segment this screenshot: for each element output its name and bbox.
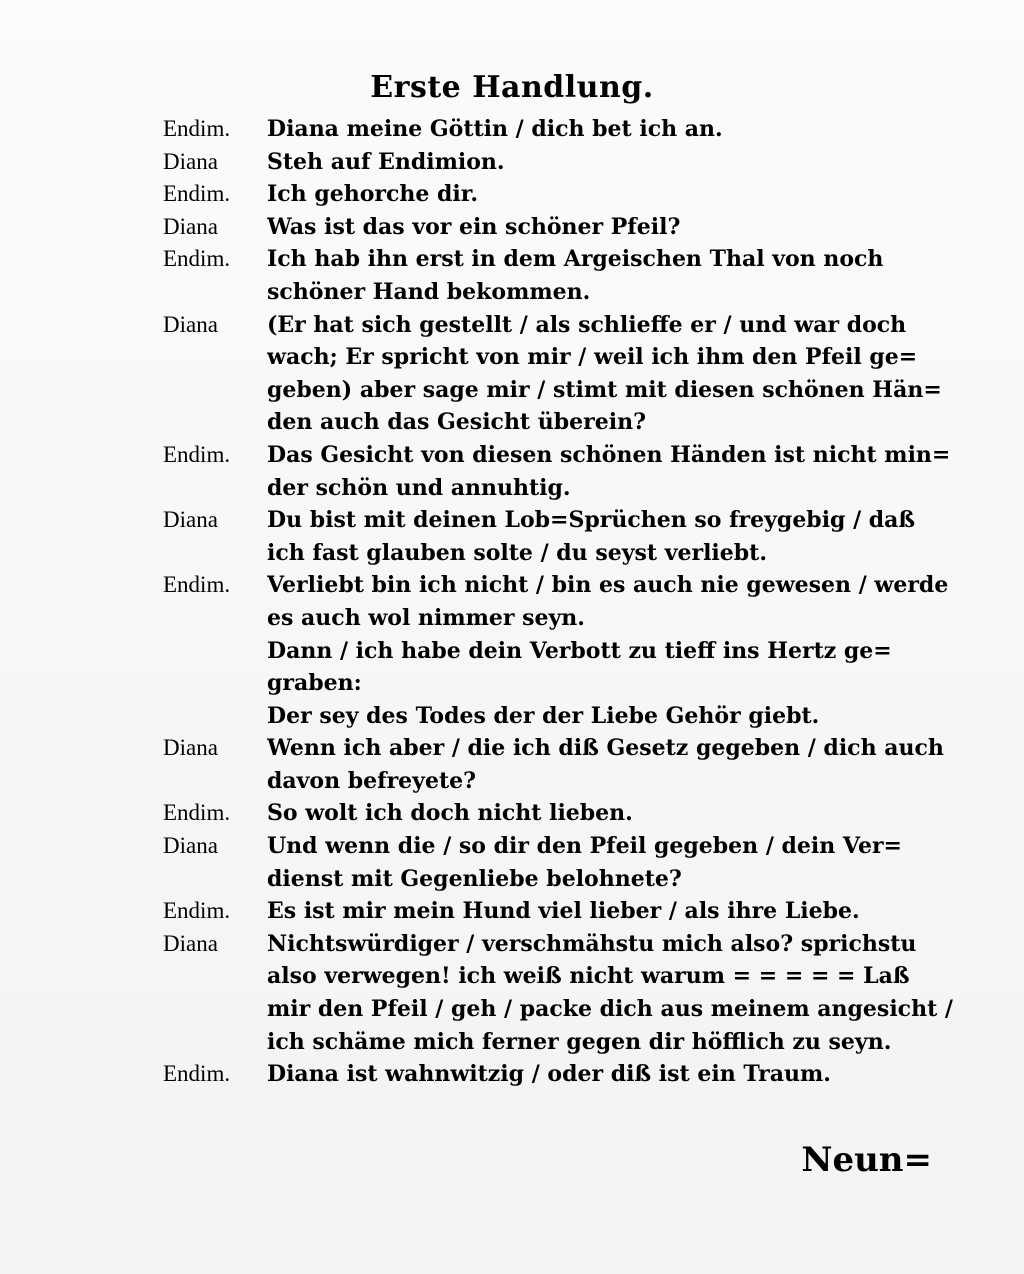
speech — [267, 732, 944, 797]
speech-line: Steh auf Endimion. — [267, 148, 505, 175]
speaker-name: Diana — [163, 311, 218, 337]
speech-line: graben: — [267, 670, 362, 697]
speech — [267, 895, 943, 928]
dialogue-entry — [163, 113, 943, 146]
speech — [267, 504, 943, 569]
speech-line: der schön und annuhtig. — [267, 474, 571, 501]
speech-line: Du bist mit deinen Lob=Sprüchen so freygebig / daß — [267, 507, 916, 534]
speech-line: Es ist mir mein Hund viel lieber / als ihre Liebe. — [267, 898, 860, 925]
dialogue-entry — [163, 1058, 943, 1091]
dialogue-entry — [163, 797, 943, 830]
speaker-name: Diana — [163, 148, 218, 174]
speaker-name: Diana — [163, 930, 218, 956]
speaker-name: Endim. — [163, 441, 231, 467]
speaker-name: Diana — [163, 507, 218, 533]
speech — [267, 928, 953, 1058]
speaker-name: Diana — [163, 213, 218, 239]
dialogue-entry — [163, 928, 953, 1058]
speech-line: Ich gehorche dir. — [267, 181, 478, 208]
speech-line: wach; Er spricht von mir / weil ich ihm den Pfeil ge= — [267, 344, 918, 371]
speech — [267, 243, 943, 308]
speech-line: So wolt ich doch nicht lieben. — [267, 800, 633, 827]
dialogue — [163, 113, 953, 1091]
dialogue-entry — [163, 309, 943, 439]
speech-line: Nichtswürdiger / verschmähstu mich also? sprichstu — [267, 930, 917, 957]
speech — [267, 830, 943, 895]
speech-line: dienst mit Gegenliebe belohnete? — [267, 865, 682, 892]
speech-line: Was ist das vor ein schöner Pfeil? — [267, 213, 681, 240]
speaker-name: Endim. — [163, 246, 231, 272]
speaker-name: Endim. — [163, 898, 231, 924]
speaker-name: Diana — [163, 735, 218, 761]
speech-line: also verwegen! ich weiß nicht warum = = = = = Laß — [267, 963, 910, 990]
speech-line: Diana meine Göttin / dich bet ich an. — [267, 116, 723, 142]
speech — [267, 113, 943, 146]
speaker-name: Endim. — [163, 800, 231, 826]
speech-line: Wenn ich aber / die ich diß Gesetz gegeben / dich auch — [267, 735, 944, 762]
speaker-name: Diana — [163, 833, 218, 859]
speech — [267, 1058, 943, 1091]
speech-line: davon befreyete? — [267, 767, 477, 794]
speech-line: es auch wol nimmer seyn. — [267, 604, 585, 631]
page-heading: Erste Handlung. — [370, 70, 654, 105]
dialogue-entry — [163, 830, 943, 895]
speech-line: Der sey des Todes der der Liebe Gehör giebt. — [267, 702, 820, 729]
speech-line: Das Gesicht von diesen schönen Händen ist nicht min= — [267, 441, 951, 468]
speech-line: (Er hat sich gestellt / als schlieffe er / und war doch — [267, 311, 907, 338]
speech-line: Dann / ich habe dein Verbott zu tieff ins Hertz ge= — [267, 637, 892, 664]
speech — [267, 569, 948, 732]
speech-line: Ich hab ihn erst in dem Argeischen Thal von noch — [267, 246, 884, 273]
dialogue-entry — [163, 732, 943, 797]
speaker-name: Endim. — [163, 572, 231, 598]
speech — [267, 797, 943, 830]
speaker-name: Endim. — [163, 1061, 231, 1087]
speech-line: ich schäme mich ferner gegen dir höfflich zu seyn. — [267, 1028, 892, 1055]
dialogue-entry — [163, 895, 943, 928]
dialogue-entry — [163, 178, 943, 211]
dialogue-entry — [163, 211, 943, 244]
speech — [267, 146, 943, 179]
speaker-name: Endim. — [163, 181, 231, 207]
catchword: Neun= — [801, 1140, 932, 1180]
speech — [267, 439, 950, 504]
dialogue-entry — [163, 243, 943, 308]
speech-line: mir den Pfeil / geh / packe dich aus meinem angesicht / — [267, 996, 953, 1023]
speech-line: Und wenn die / so dir den Pfeil gegeben / dein Ver= — [267, 833, 902, 860]
speech-line: schöner Hand bekommen. — [267, 278, 591, 305]
dialogue-entry — [163, 439, 951, 504]
speech-line: Verliebt bin ich nicht / bin es auch nie gewesen / werde — [267, 572, 949, 599]
dialogue-entry — [163, 146, 943, 179]
speech-line: geben) aber sage mir / stimt mit diesen schönen Hän= — [267, 376, 942, 403]
speech — [267, 178, 943, 211]
dialogue-entry — [163, 504, 943, 569]
speech — [267, 211, 943, 244]
speech-line: ich fast glauben solte / du seyst verliebt. — [267, 539, 767, 566]
dialogue-entry — [163, 569, 949, 732]
speech-line: Diana ist wahnwitzig / oder diß ist ein Traum. — [267, 1061, 831, 1088]
speech — [267, 309, 943, 439]
speaker-name: Endim. — [163, 116, 231, 141]
speech-line: den auch das Gesicht überein? — [267, 409, 646, 436]
